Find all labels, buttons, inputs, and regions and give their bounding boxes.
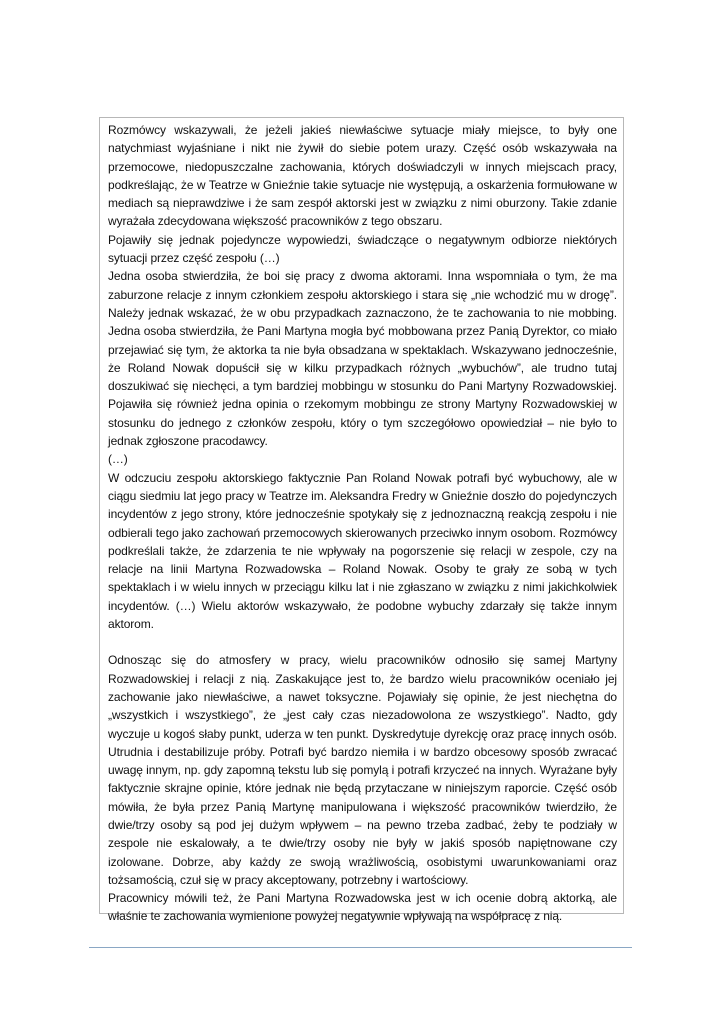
paragraph-1: Rozmówcy wskazywali, że jeżeli jakieś niewłaściwe sytuacje miały miejsce, to były one natychmiast wyjaśniane i nikt nie żywił do siebie potem urazy. Część osób wskazywała na przemocowe, niedopuszczalne zachowania, których doświadczyli w innych miejscach pracy, podkreślając, że w Teatrze w Gnieźnie takie sytuacje nie występują, a oskarżenia formułowane w mediach są nieprawdziwe i że sam zespół aktorski jest w związku z nimi oburzony. Takie zdanie wyrażała zdecydowana większość pracowników z tego obszaru.	[108, 123, 617, 229]
paragraph-gap	[108, 633, 617, 651]
footer-divider	[89, 947, 632, 948]
paragraph-6: Pracownicy mówili też, że Pani Martyna Rozwadowska jest w ich ocenie dobrą aktorką, ale właśnie te zachowania wymienione powyżej negatywnie wpływają na współpracę z nią.	[108, 891, 617, 924]
paragraph-2: Pojawiły się jednak pojedyncze wypowiedzi, świadczące o negatywnym odbiorze niektórych sytuacji przez część zespołu (…)	[108, 232, 617, 266]
paragraph-ellipsis: (…)	[108, 452, 128, 467]
paragraph-5: Odnosząc się do atmosfery w pracy, wielu pracowników odnosiło się samej Martyny Rozwadowskiej i relacji z nią. Zaskakujące jest to, że bardzo wielu pracowników oceniało jej zachowanie jako niewłaściwe, a nawet toksyczne. Pojawiały się opinie, że jest niechętna do „wszystkich i wszystkiego”, że „jest cały czas niezadowolona ze wszystkiego”. Nadto, gdy wyczuje u kogoś słaby punkt, uderza w ten punkt. Dyskredytuje dyrekcję oraz pracę innych osób. Utrudnia i destabilizuje próby. Potrafi być bardzo niemiła i w bardzo obcesowy sposób zwracać uwagę innym, np. gdy zapomną tekstu lub się pomylą i potrafi krzyczeć na innych. Wyrażane były faktycznie skrajne opinie, które jednak nie będą przytaczane w niniejszym raporcie. Część osób mówiła, że była przez Panią Martynę manipulowana i większość pracowników twierdziło, że dwie/trzy osoby są pod jej dużym wpływem – na pewno trzeba zadbać, żeby te podziały w zespole nie eskalowały, a te dwie/trzy osoby nie były w jakiś sposób napiętnowane czy izolowane. Dobrze, aby każdy ze swoją wrażliwością, osobistymi uwarunkowaniami oraz tożsamością, czuł się w pracy akceptowany, potrzebny i wartościowy.	[108, 653, 617, 887]
quoted-text-box	[99, 117, 624, 924]
paragraph-4: W odczuciu zespołu aktorskiego faktycznie Pan Roland Nowak potrafi być wybuchowy, ale w ciągu siedmiu lat jego pracy w Teatrze im. Aleksandra Fredry w Gnieźnie doszło do pojedynczych incydentów z jego strony, które jednocześnie spotykały się z jednoznaczną reakcją zespołu i nie odbierali tego jako zachowań przemocowych skierowanych przeciwko innym osobom. Rozmówcy podkreślali także, że zdarzenia te nie wpływały na pogorszenie się relacji w zespole, czy na relacje na linii Martyna Rozwadowska – Roland Nowak. Osoby te grały ze sobą w tych spektaklach i w wielu innych w przeciągu kilku lat i nie zgłaszano w związku z nimi jakichkolwiek incydentów. (…) Wielu aktorów wskazywało, że podobne wybuchy zdarzały się także innym aktorom.	[108, 470, 617, 632]
paragraph-3: Jedna osoba stwierdziła, że boi się pracy z dwoma aktorami. Inna wspomniała o tym, że ma zaburzone relacje z innym członkiem zespołu aktorskiego i stara się „nie wchodzić mu w drogę”. Należy jednak wskazać, że w obu przypadkach zaznaczono, że te zachowania to nie mobbing. Jedna osoba stwierdziła, że Pani Martyna mogła być mobbowana przez Panią Dyrektor, co miało przejawiać się tym, że aktorka ta nie była obsadzana w spektaklach. Wskazywano jednocześnie, że Roland Nowak dopuścił się w kilku przypadkach różnych „wybuchów”, ale trudno tutaj doszukiwać się niechęci, a tym bardziej mobbingu w stosunku do Pani Martyny Rozwadowskiej. Pojawiła się również jedna opinia o rzekomym mobbingu ze strony Martyny Rozwadowskiej w stosunku do jednego z członków zespołu, który o tym szczegółowo opowiedział – nie było to jednak zgłoszone pracodawcy.	[108, 269, 617, 449]
